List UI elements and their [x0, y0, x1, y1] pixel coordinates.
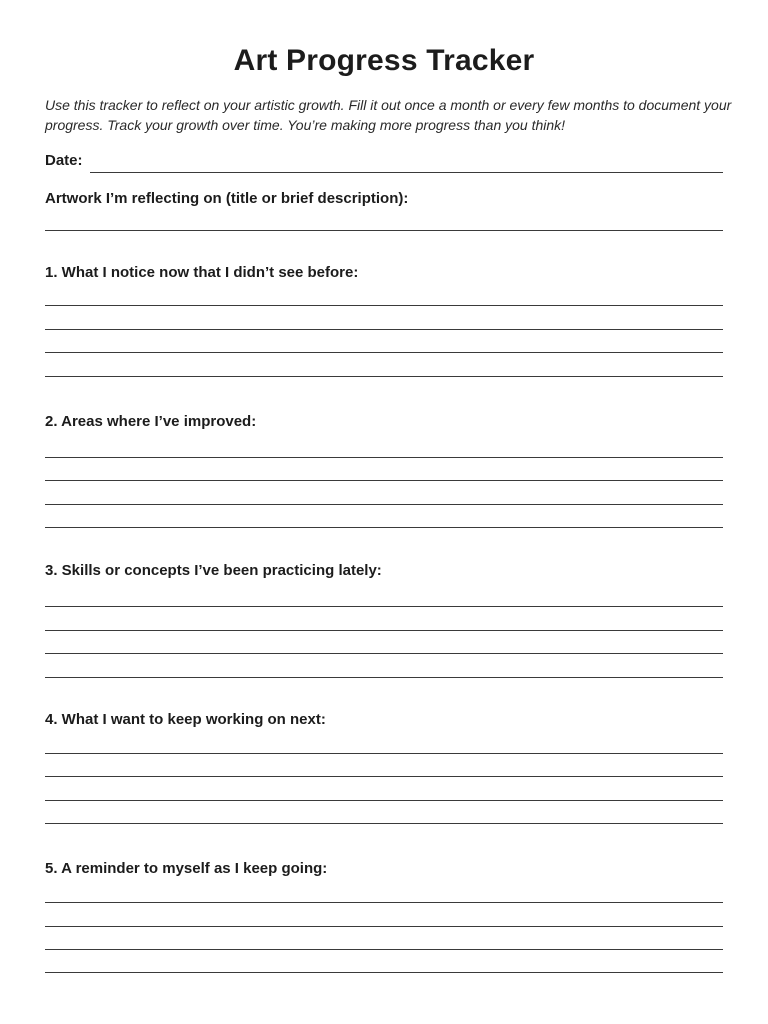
- question-2-label: 2. Areas where I’ve improved:: [45, 413, 257, 430]
- question-2-answer-line[interactable]: [45, 504, 723, 505]
- question-5-answer-line[interactable]: [45, 926, 723, 927]
- question-5-answer-line[interactable]: [45, 972, 723, 973]
- question-2-answer-line[interactable]: [45, 457, 723, 458]
- question-5-answer-line[interactable]: [45, 902, 723, 903]
- intro-text: Use this tracker to reflect on your artistic growth. Fill it out once a month or every few months to document your progress. Track your growth over time. You’re making more progress than you think!: [45, 97, 732, 133]
- question-4-answer-line[interactable]: [45, 800, 723, 801]
- question-4-answer-line[interactable]: [45, 753, 723, 754]
- artwork-answer-line[interactable]: [45, 230, 723, 231]
- question-4-label: 4. What I want to keep working on next:: [45, 711, 326, 728]
- question-4-answer-line[interactable]: [45, 776, 723, 777]
- question-5-label: 5. A reminder to myself as I keep going:: [45, 860, 328, 877]
- question-1-answer-line[interactable]: [45, 352, 723, 353]
- question-1-label: 1. What I notice now that I didn’t see before:: [45, 264, 359, 281]
- question-2-answer-line[interactable]: [45, 480, 723, 481]
- question-1-answer-line[interactable]: [45, 376, 723, 377]
- question-3-answer-line[interactable]: [45, 677, 723, 678]
- question-3-answer-line[interactable]: [45, 606, 723, 607]
- date-label: Date:: [45, 152, 83, 169]
- question-1-answer-line[interactable]: [45, 329, 723, 330]
- question-2-answer-line[interactable]: [45, 527, 723, 528]
- question-3-label: 3. Skills or concepts I’ve been practicing lately:: [45, 562, 382, 579]
- question-5-answer-line[interactable]: [45, 949, 723, 950]
- page-title: Art Progress Tracker: [233, 44, 535, 77]
- question-3-answer-line[interactable]: [45, 653, 723, 654]
- artwork-label: Artwork I’m reflecting on (title or brief description):: [45, 190, 409, 207]
- date-answer-line[interactable]: [90, 172, 723, 173]
- question-1-answer-line[interactable]: [45, 305, 723, 306]
- question-3-answer-line[interactable]: [45, 630, 723, 631]
- question-4-answer-line[interactable]: [45, 823, 723, 824]
